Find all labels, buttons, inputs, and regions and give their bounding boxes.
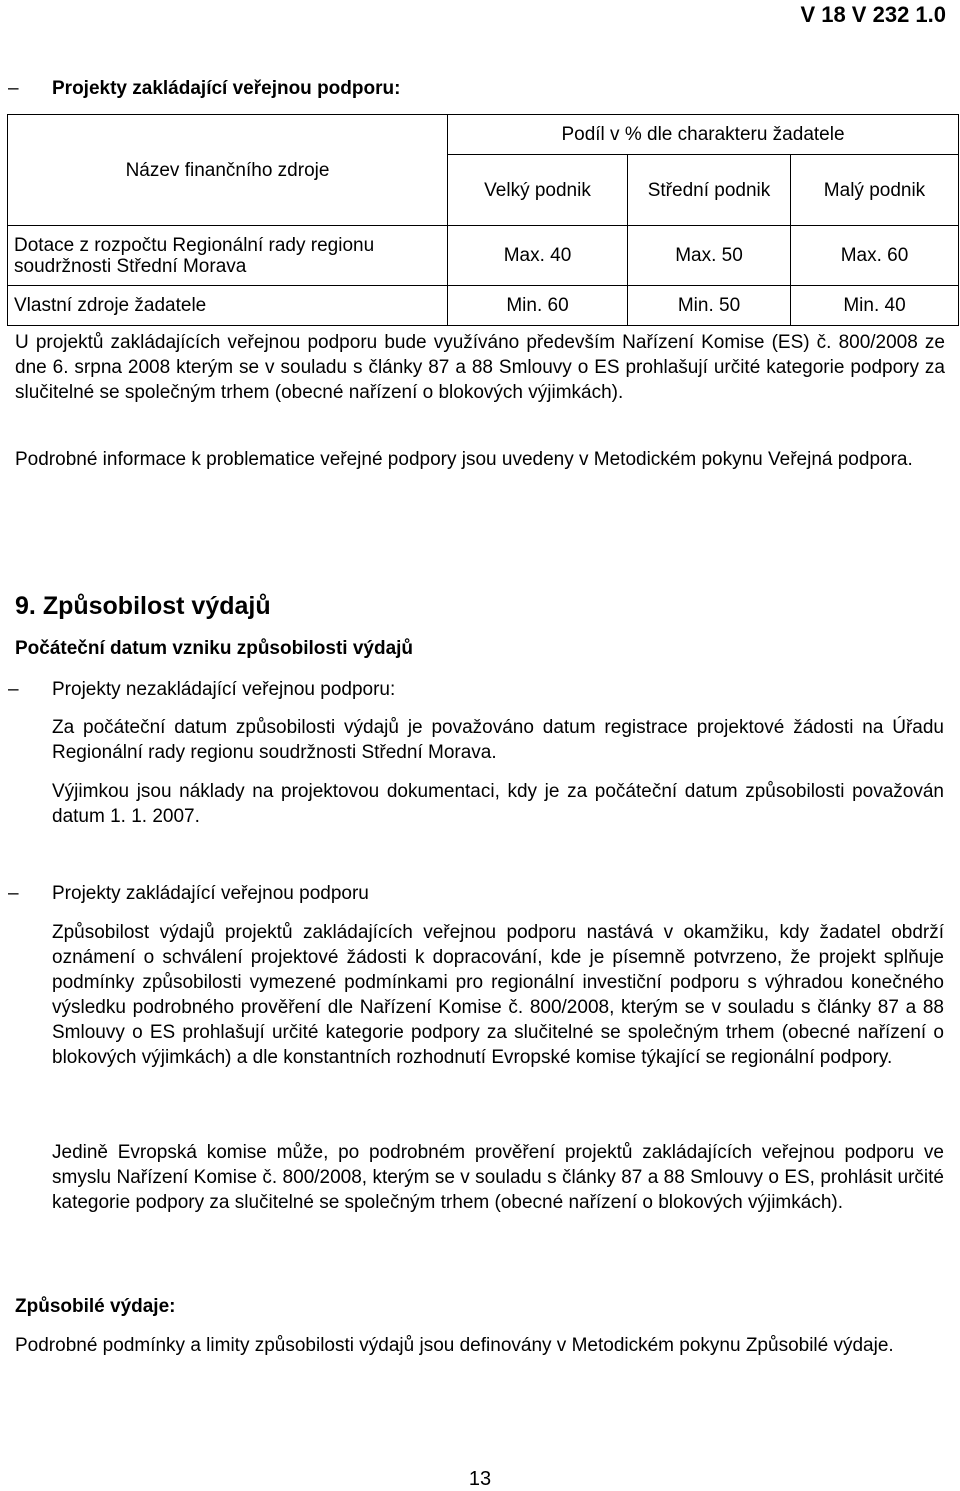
table-row [8, 286, 959, 326]
col-header-medium: Střední podnik [628, 155, 791, 226]
dash-bullet: – [8, 679, 19, 700]
col-header-large: Velký podnik [448, 155, 628, 226]
funding-table [7, 114, 958, 326]
col-header-small: Malý podnik [791, 155, 959, 226]
paragraph-state-aid-info: Podrobné informace k problematice veřejné podpory jsou uvedeny v Metodickém pokynu Veřejná podpora. [15, 449, 913, 470]
dash-bullet: – [8, 78, 19, 99]
subheading-start-date: Počáteční datum vzniku způsobilosti výdajů [15, 638, 414, 659]
section-heading-aid [8, 78, 400, 100]
cell-medium: Max. 50 [628, 226, 791, 286]
col-header-group: Podíl v % dle charakteru žadatele [448, 115, 959, 155]
document-version: V 18 V 232 1.0 [800, 2, 946, 27]
row-label: Vlastní zdroje žadatele [8, 286, 448, 326]
item-heading-aid [8, 883, 369, 905]
paragraph-eligibility-aid: Způsobilost výdajů projektů zakládajících veřejnou podporu nastává v okamžiku, kdy žadatel obdrží oznámení o schválení projektové žádosti k dopracování, kde je písemně potvrzeno, že projekt splňuje podmínky způsobilosti vymezené podmínkami pro regionální investiční podporu s výhradou konečného výsledku podrobného prověření dle Nařízení Komise č. 800/2008, kterým se v souladu s články 87 a 88 Smlouvy o ES prohlašují určité kategorie podpory za slučitelné se společným trhem (obecné nařízení o blokových výjimkách) a dle konstantních rozhodnutí Evropské komise týkající se regionální podpory. [52, 922, 944, 1068]
paragraph-eligible-expenses: Podrobné podmínky a limity způsobilosti výdajů jsou definovány v Metodickém pokynu Způsobilé výdaje. [15, 1335, 894, 1356]
row-label: Dotace z rozpočtu Regionální rady regionu soudržnosti Střední Morava [8, 226, 448, 286]
heading-text: Projekty zakládající veřejnou podporu [52, 883, 369, 904]
paragraph-commission: Jedině Evropská komise může, po podrobném prověření projektů zakládajících veřejnou podporu ve smyslu Nařízení Komise č. 800/2008, kterým se v souladu s články 87 a 88 Smlouvy o ES, prohlásit určité kategorie podpory za slučitelné se společným trhem (obecné nařízení o blokových výjimkách). [52, 1142, 944, 1213]
cell-large: Min. 60 [448, 286, 628, 326]
section-title-text: Způsobilost výdajů [42, 592, 271, 620]
paragraph-regulation: U projektů zakládajících veřejnou podporu bude využíváno především Nařízení Komise (ES) č. 800/2008 ze dne 6. srpna 2008 kterým se v souladu s články 87 a 88 Smlouvy o ES prohlašují určité kategorie podpory za slučitelné se společným trhem (obecné nařízení o blokových výjimkách). [15, 332, 945, 403]
cell-small: Max. 60 [791, 226, 959, 286]
section-title [15, 592, 271, 621]
cell-medium: Min. 50 [628, 286, 791, 326]
item-heading-non-aid [8, 679, 395, 701]
cell-large: Max. 40 [448, 226, 628, 286]
page-number: 13 [468, 1468, 492, 1490]
paragraph-exception: Výjimkou jsou náklady na projektovou dokumentaci, kdy je za počáteční datum způsobilosti považován datum 1. 1. 2007. [52, 781, 944, 827]
paragraph-registration-date: Za počáteční datum způsobilosti výdajů je považováno datum registrace projektové žádosti na Úřadu Regionální rady regionu soudržnosti Střední Morava. [52, 717, 944, 763]
subheading-eligible-expenses: Způsobilé výdaje: [15, 1296, 176, 1317]
dash-bullet: – [8, 883, 19, 904]
cell-small: Min. 40 [791, 286, 959, 326]
col-header-source: Název finančního zdroje [8, 115, 448, 226]
heading-text: Projekty zakládající veřejnou podporu: [52, 78, 401, 99]
heading-text: Projekty nezakládající veřejnou podporu: [52, 679, 396, 700]
table-row [8, 226, 959, 286]
section-number: 9. [15, 592, 36, 620]
